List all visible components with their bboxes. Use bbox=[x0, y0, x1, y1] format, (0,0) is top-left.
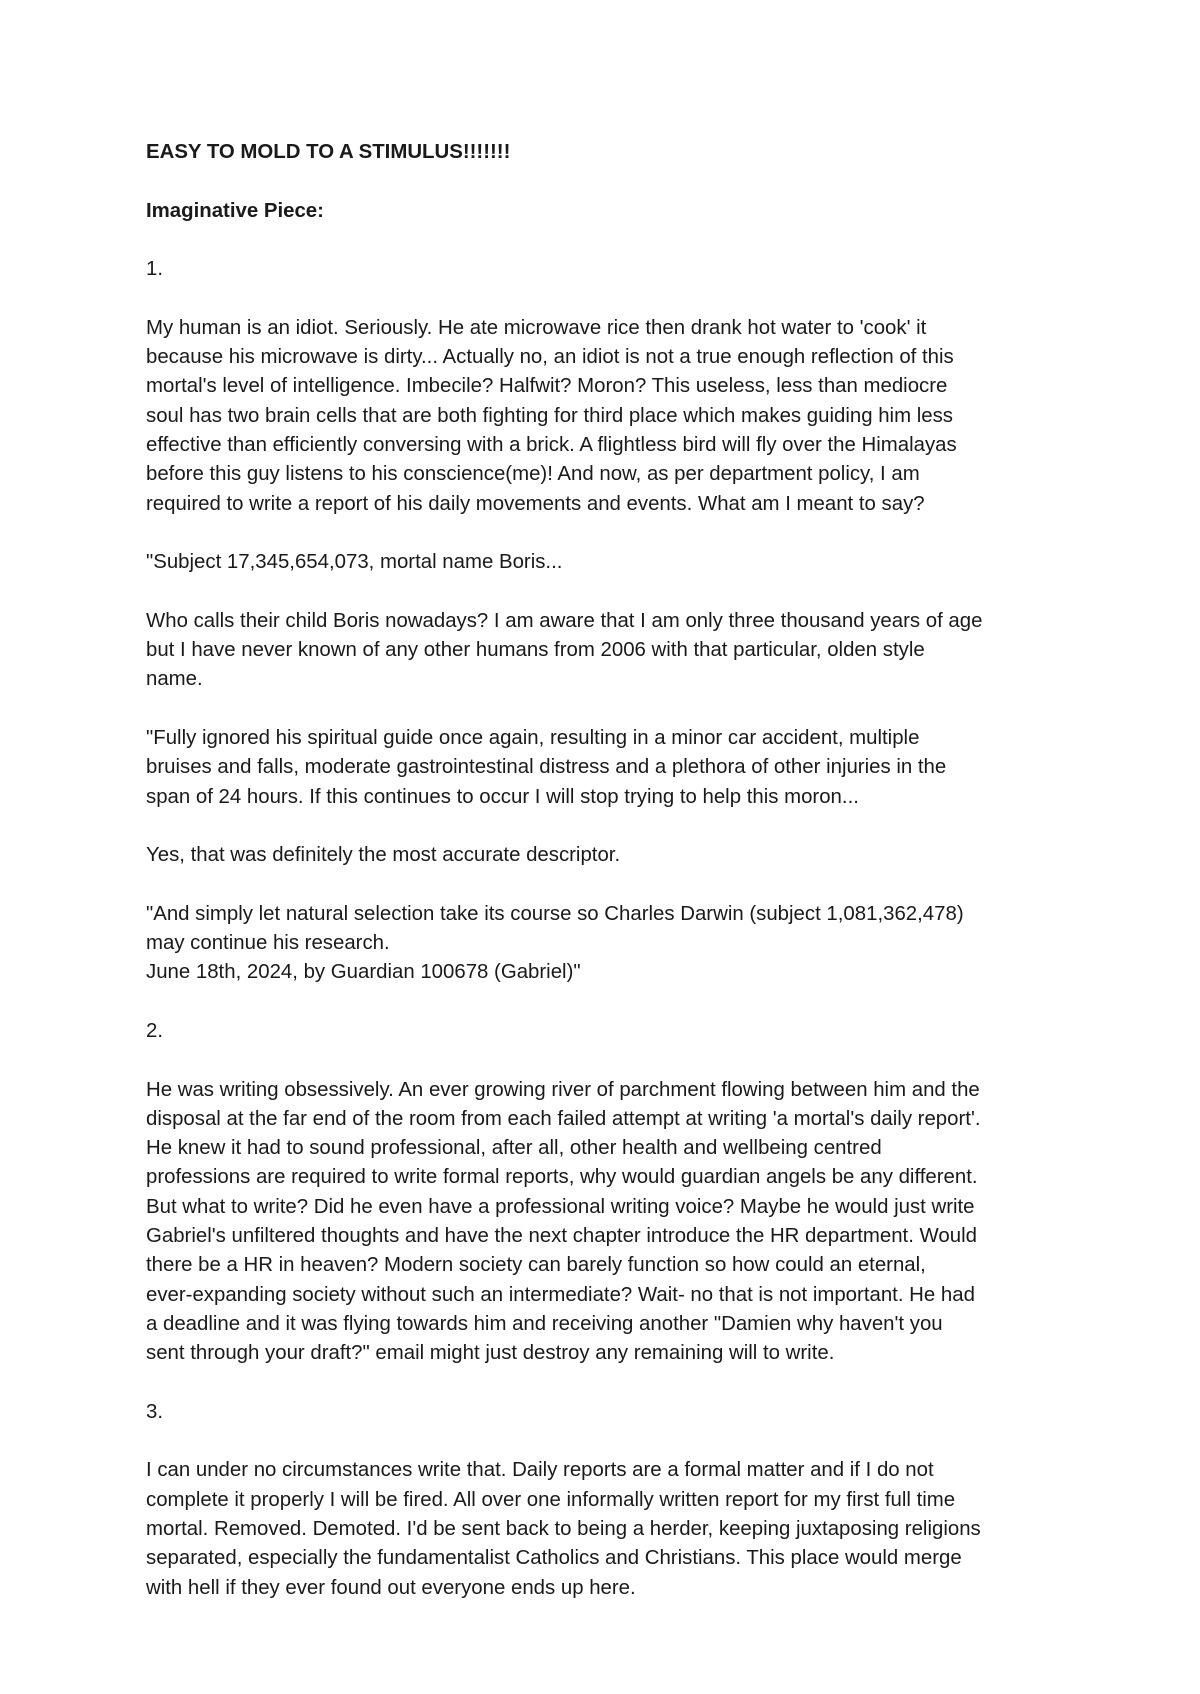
paragraph: Who calls their child Boris nowadays? I am aware that I am only three thousand years of age but I have never known of any other humans from 2006 with that particular, olden style name. bbox=[146, 609, 983, 691]
paragraph: I can under no circumstances write that. Daily reports are a formal matter and if I do not complete it properly I will be fired. All over one informally written report for my first full time mortal. Removed. Demoted. I'd be sent back to being a herder, keeping juxtaposing religions separated, especially the fundamentalist Catholics and Christians. This place would merge with hell if they ever found out everyone ends up here. bbox=[146, 1459, 981, 1599]
section-number: 2. bbox=[146, 1019, 164, 1042]
document-title: EASY TO MOLD TO A STIMULUS!!!!!!! bbox=[146, 141, 511, 163]
section-3 bbox=[146, 1398, 1086, 1603]
document-page bbox=[146, 138, 1086, 1632]
paragraph: Yes, that was definitely the most accurate descriptor. bbox=[146, 844, 621, 867]
section-2 bbox=[146, 1017, 1086, 1369]
paragraph: "And simply let natural selection take its course so Charles Darwin (subject 1,081,362,478) may continue his research. June 18th, 2024, by Guardian 100678 (Gabriel)" bbox=[146, 902, 964, 984]
paragraph: "Subject 17,345,654,073, mortal name Boris... bbox=[146, 551, 563, 574]
section-number: 3. bbox=[146, 1400, 164, 1423]
section-number: 1. bbox=[146, 258, 164, 281]
section-1 bbox=[146, 255, 1086, 987]
paragraph: "Fully ignored his spiritual guide once again, resulting in a minor car accident, multiple bruises and falls, moderate gastrointestinal distress and a plethora of other injuries in the span of 24 hours. If this continues to occur I will stop trying to help this moron... bbox=[146, 726, 947, 808]
paragraph: He was writing obsessively. An ever growing river of parchment flowing between him and the disposal at the far end of the room from each failed attempt at writing 'a mortal's daily report'. He knew it had to sound professional, after all, other health and wellbeing centred professions are required to write formal reports, why would guardian angels be any different. But what to write? Did he even have a professional writing voice? Maybe he would just write Gabriel's unfiltered thoughts and have the next chapter introduce the HR department. Would there be a HR in heaven? Modern society can barely function so how could an eternal, ever-expanding society without such an intermediate? Wait- no that is not important. He had a deadline and it was flying towards him and receiving another "Damien why haven't you sent through your draft?" email might just destroy any remaining will to write. bbox=[146, 1078, 981, 1365]
document-subtitle: Imaginative Piece: bbox=[146, 199, 324, 222]
paragraph: My human is an idiot. Seriously. He ate microwave rice then drank hot water to 'cook' it because his microwave is dirty... Actually no, an idiot is not a true enough reflection of this mortal's level of intelligence. Imbecile? Halfwit? Moron? This useless, less than mediocre soul has two brain cells that are both fighting for third place which makes guiding him less effective than efficiently conversing with a brick. A flightless bird will fly over the Himalayas before this guy listens to his conscience(me)! And now, as per department policy, I am required to write a report of his daily movements and events. What am I meant to say? bbox=[146, 316, 957, 515]
